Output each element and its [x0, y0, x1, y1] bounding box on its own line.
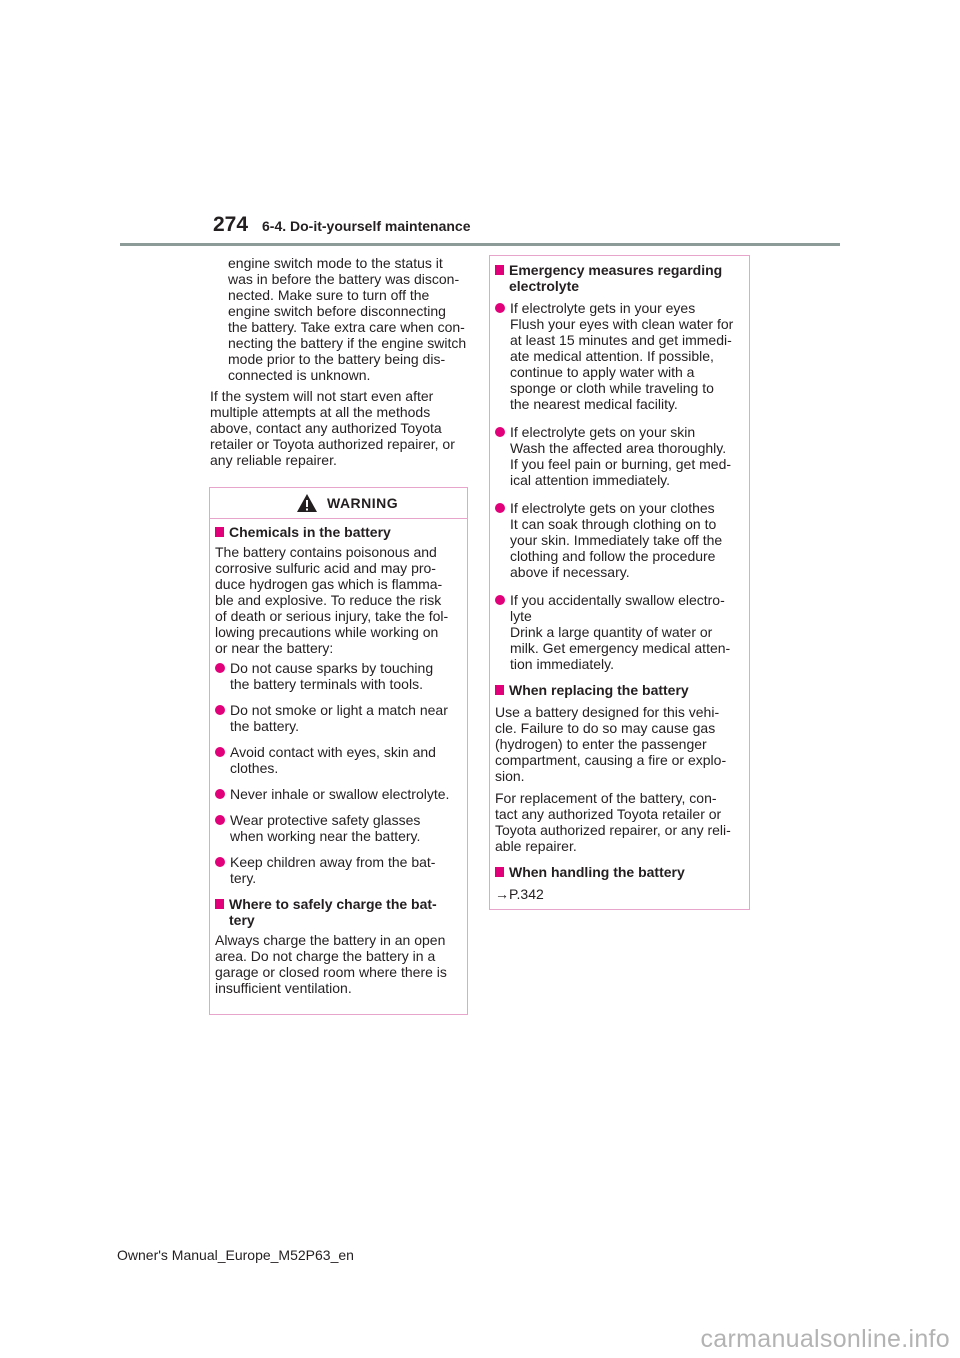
charge-text: Always charge the battery in an open area. Do not charge the battery in a garage or closed room where there is insufficient ventilation.: [215, 932, 447, 996]
replacing-heading: [495, 682, 743, 698]
handling-heading-text: When handling the battery: [509, 864, 685, 880]
bullet-dot-icon: [495, 303, 505, 313]
section-square-icon: [495, 685, 504, 695]
bullet-dot-icon: [215, 815, 225, 825]
section-square-icon: [215, 527, 224, 537]
list-item-text: If electrolyte gets in your eyes Flush your eyes with clean water for at least 15 minutes and get immedi- ate medical attention. If possible, continue to apply water with a sponge or cloth while traveling to the nearest medical facility.: [510, 300, 734, 412]
emergency-heading-text: Emergency measures regarding electrolyte: [509, 262, 723, 294]
list-item-text: If electrolyte gets on your skin Wash the affected area thoroughly. If you feel pain or burning, get med- ical attention immediately.: [510, 424, 732, 488]
warning-body: [210, 519, 467, 996]
section-square-icon: [495, 265, 504, 275]
section-title: 6-4. Do-it-yourself maintenance: [262, 218, 471, 234]
intro-paragraph: If the system will not start even after multiple attempts at all the methods above, contact any authorized Toyota retailer or Toyota authorized repairer, or any reliable repairer.: [210, 388, 455, 468]
list-item: [215, 786, 461, 802]
list-item-text: Avoid contact with eyes, skin and clothes.: [230, 744, 436, 776]
list-item: [495, 592, 743, 672]
intro-text: [210, 255, 468, 468]
list-item: [215, 660, 461, 692]
chemicals-heading: [215, 524, 461, 540]
list-item: [215, 744, 461, 776]
warning-header: [210, 488, 467, 519]
charge-heading-text: Where to safely charge the bat- tery: [229, 896, 437, 928]
replacing-text: Use a battery designed for this vehi- cle. Failure to do so may cause gas (hydrogen) to enter the passenger compartment, causing a fire or explo- sion.: [495, 704, 727, 784]
bullet-dot-icon: [215, 705, 225, 715]
bullet-dot-icon: [215, 663, 225, 673]
section-square-icon: [215, 899, 224, 909]
list-item: [495, 300, 743, 412]
handling-heading: [495, 864, 743, 880]
warning-title: WARNING: [327, 495, 399, 511]
list-item-text: Keep children away from the bat- tery.: [230, 854, 436, 886]
header-rule: [120, 243, 840, 246]
list-item-text: Do not cause sparks by touching the battery terminals with tools.: [230, 660, 434, 692]
bullet-dot-icon: [215, 747, 225, 757]
list-item: [495, 424, 743, 488]
intro-continuation: engine switch mode to the status it was in before the battery was discon- nected. Make sure to turn off the engine switch before disconnecting the battery. Take extra care when con- necting the battery if the engine switch mode prior to the battery being dis- connected is unknown.: [228, 255, 467, 383]
emergency-body: [490, 256, 749, 902]
emergency-heading: [495, 262, 743, 294]
replacing-heading-text: When replacing the battery: [509, 682, 689, 698]
list-item-text: Do not smoke or light a match near the battery.: [230, 702, 448, 734]
replacing-text-2: For replacement of the battery, con- tact any authorized Toyota retailer or Toyota authorized repairer, or any reli- able repairer.: [495, 790, 731, 854]
warning-triangle-icon: [296, 493, 318, 513]
charge-heading: [215, 896, 461, 928]
list-item: [215, 854, 461, 886]
emergency-box: [489, 255, 750, 910]
chemicals-heading-text: Chemicals in the battery: [229, 524, 391, 540]
chemicals-text: The battery contains poisonous and corrosive sulfuric acid and may pro- duce hydrogen gas which is flamma- ble and explosive. To reduce the risk of death or serious injury, take the fol- lowing precautions while working on or near the battery:: [215, 544, 449, 656]
watermark: carmanualsonline.info: [700, 1325, 950, 1353]
bullet-dot-icon: [495, 427, 505, 437]
list-item-text: Never inhale or swallow electrolyte.: [230, 786, 450, 802]
bullet-dot-icon: [215, 857, 225, 867]
bullet-dot-icon: [495, 503, 505, 513]
list-item-text: Wear protective safety glasses when working near the battery.: [230, 812, 421, 844]
page-number: 274: [213, 213, 249, 236]
page-reference-link[interactable]: →P.342: [495, 886, 544, 902]
list-item-text: If you accidentally swallow electro- lyte Drink a large quantity of water or milk. Get emergency medical atten- tion immediately.: [510, 592, 731, 672]
bullet-dot-icon: [495, 595, 505, 605]
bullet-dot-icon: [215, 789, 225, 799]
section-square-icon: [495, 867, 504, 877]
list-item: [215, 702, 461, 734]
list-item: [215, 812, 461, 844]
list-item-text: If electrolyte gets on your clothes It can soak through clothing on to your skin. Immediately take off the clothing and follow the procedure above if necessary.: [510, 500, 723, 580]
footer-text: Owner's Manual_Europe_M52P63_en: [117, 1247, 354, 1263]
warning-box: [209, 487, 468, 1015]
list-item: [495, 500, 743, 580]
